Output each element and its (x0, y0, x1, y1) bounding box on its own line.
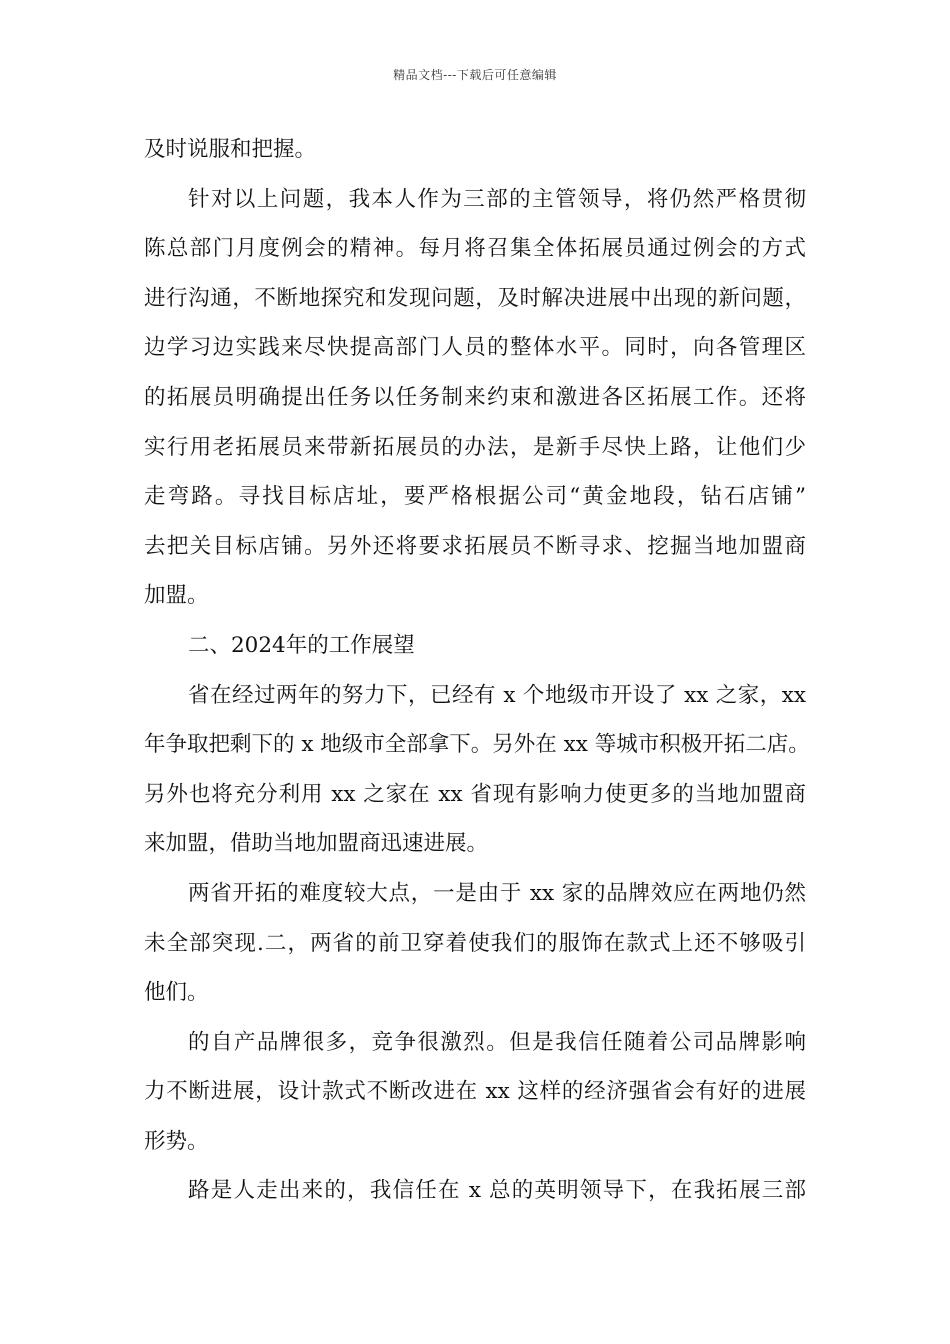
body-text (144, 132, 810, 1223)
text-line: 力不断进展，设计款式不断改进在 xx 这样的经济强省会有好的进展 (144, 1079, 806, 1105)
text-line: 加盟。 (144, 583, 209, 609)
text-line: 去把关目标店铺。另外还将要求拓展员不断寻求、挖掘当地加盟商 (144, 533, 806, 559)
text-line: 来加盟，借助当地加盟商迅速进展。 (144, 831, 489, 857)
text-line: 进行沟通，不断地探究和发现问题，及时解决进展中出现的新问题， (144, 285, 806, 311)
text-line: 实行用老拓展员来带新拓展员的办法，是新手尽快上路，让他们少 (144, 434, 806, 460)
text-line: 的拓展员明确提出任务以任务制来约束和激进各区拓展工作。还将 (144, 384, 806, 410)
text-line: 两省开拓的难度较大点，一是由于 xx 家的品牌效应在两地仍然 (188, 880, 806, 906)
text-line: 另外也将充分利用 xx 之家在 xx 省现有影响力使更多的当地加盟商 (144, 781, 806, 807)
text-line: 形势。 (144, 1128, 209, 1154)
section-heading: 二、2024年的工作展望 (188, 632, 415, 658)
text-line: 边学习边实践来尽快提高部门人员的整体水平。同时，向各管理区 (144, 335, 806, 361)
text-line: 陈总部门月度例会的精神。每月将召集全体拓展员通过例会的方式 (144, 236, 806, 262)
text-line: 路是人走出来的，我信任在 x 总的英明领导下，在我拓展三部 (188, 1178, 806, 1204)
text-line: 的自产品牌很多，竞争很激烈。但是我信任随着公司品牌影响 (188, 1029, 806, 1055)
text-line: 他们。 (144, 980, 209, 1006)
text-line: 走弯路。寻找目标店址，要严格根据公司“黄金地段，钻石店铺” (144, 484, 806, 510)
text-line: 针对以上问题，我本人作为三部的主管领导，将仍然严格贯彻 (188, 186, 806, 212)
text-line: 未全部突现.二，两省的前卫穿着使我们的服饰在款式上还不够吸引 (144, 930, 806, 956)
text-line: 省在经过两年的努力下，已经有 x 个地级市开设了 xx 之家，xx (188, 682, 806, 708)
text-line: 及时说服和把握。 (144, 137, 317, 162)
text-line: 年争取把剩下的 x 地级市全部拿下。另外在 xx 等城市积极开拓二店。 (144, 732, 810, 758)
page-header: 精品文档---下载后可任意编辑 (393, 68, 557, 82)
